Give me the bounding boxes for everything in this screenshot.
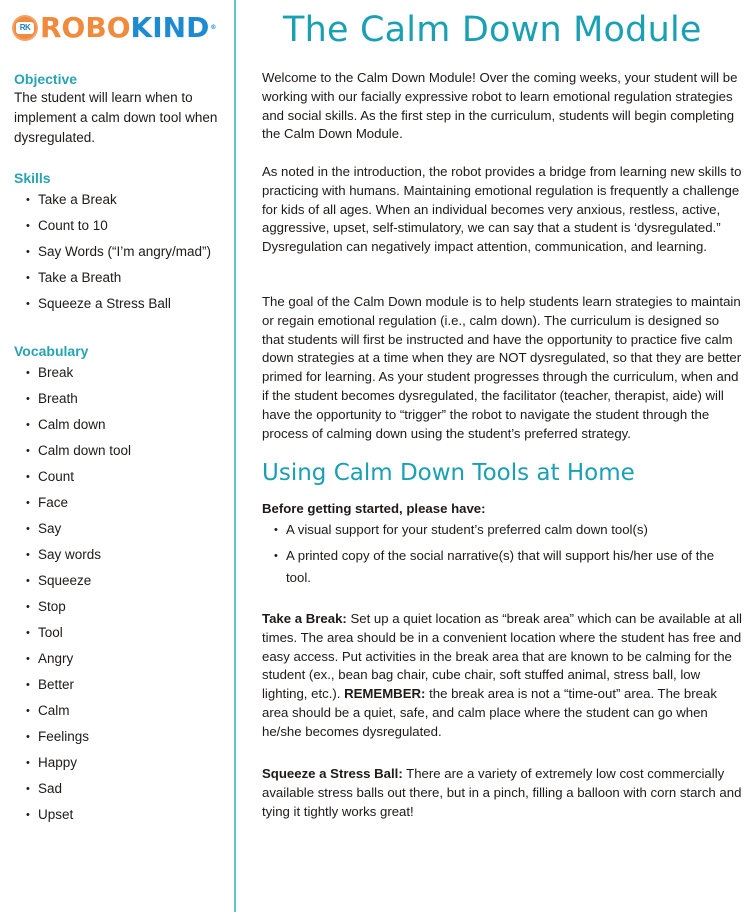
list-item: • Say words (24, 542, 229, 568)
rk-badge-icon: RK (14, 17, 36, 39)
bullet-icon: • (26, 298, 30, 310)
objective-text: The student will learn when to implement a calm down tool when dysregulated. (14, 90, 218, 145)
page-title: The Calm Down Module (283, 10, 702, 50)
list-item: • Count to 10 (24, 213, 229, 239)
bullet-icon: • (26, 220, 30, 232)
bullet-icon: • (26, 705, 30, 717)
bullet-icon: • (26, 757, 30, 769)
list-item: • Angry (24, 646, 229, 672)
bullet-icon: • (26, 194, 30, 206)
bullet-icon: • (26, 653, 30, 665)
skills-section (14, 169, 229, 317)
skills-list (14, 187, 229, 317)
bullet-icon: • (26, 783, 30, 795)
list-item: • Say (24, 516, 229, 542)
list-item: • Upset (24, 802, 229, 828)
list-item: • Squeeze (24, 568, 229, 594)
list-item: • Tool (24, 620, 229, 646)
bullet-icon: • (26, 601, 30, 613)
bullet-icon: • (26, 809, 30, 821)
bullet-icon: • (26, 367, 30, 379)
list-item: • Feelings (24, 724, 229, 750)
list-item: • Stop (24, 594, 229, 620)
list-item: • Better (24, 672, 229, 698)
stress-ball-label: Squeeze a Stress Ball: (262, 766, 403, 781)
list-item: • Calm (24, 698, 229, 724)
list-item: • A printed copy of the social narrative(s) that will support his/her use of the tool. (272, 545, 742, 589)
list-item: • Calm down tool (24, 438, 229, 464)
bullet-icon: • (26, 679, 30, 691)
bullet-icon: • (26, 549, 30, 561)
bullet-icon: • (274, 524, 278, 536)
logo-wordmark: ROBOKIND® (40, 11, 217, 44)
vocabulary-heading: Vocabulary (14, 343, 89, 359)
list-item: • A visual support for your student’s preferred calm down tool(s) (272, 519, 742, 541)
bullet-icon: • (26, 272, 30, 284)
list-item: • Count (24, 464, 229, 490)
goal-paragraph: The goal of the Calm Down module is to help students learn strategies to maintain or regain emotional regulation (i.e., calm down). The curriculum is designed so that students will first be instructed and have the opportunity to practice five calm down strategies at a time when they are NOT dysregulated, so that they are better primed for learning. As your student progresses through the curriculum, when and if the student becomes dysregulated, the facilitator (teacher, therapist, aide) will have the opportunity to “trigger” the robot to navigate the student through the process of calming down using the student’s preferred strategy. (262, 294, 742, 441)
bullet-icon: • (26, 523, 30, 535)
bullet-icon: • (26, 497, 30, 509)
list-item: • Sad (24, 776, 229, 802)
bullet-icon: • (26, 575, 30, 587)
robokind-logo (14, 11, 216, 45)
objective-section (14, 70, 229, 148)
bullet-icon: • (26, 471, 30, 483)
take-a-break-paragraph: Take a Break: Set up a quiet location as “break area” which can be available at all times. The area should be in a convenient location where the student has free and easy access. Put activities in the break area that are known to be calming for the student (ex., bean bag chair, cube chair, soft stuffed animal, stress ball, low lighting, etc.). REMEMBER: the break area is not a “time-out” area. The break area should be a quiet, safe, and calm place where the student can go when he/she becomes dysregulated. (262, 611, 742, 739)
list-item: • Break (24, 360, 229, 386)
remember-label: REMEMBER: (344, 686, 426, 702)
take-a-break-label: Take a Break: (262, 611, 347, 626)
list-item: • Face (24, 490, 229, 516)
list-item: • Take a Break (24, 187, 229, 213)
intro-paragraph: Welcome to the Calm Down Module! Over the coming weeks, your student will be working with our facially expressive robot to learn emotional regulation strategies and social skills. As the first step in the curriculum, students will begin completing the Calm Down Module. (262, 70, 738, 142)
vocabulary-list (14, 360, 229, 828)
section-title-home: Using Calm Down Tools at Home (262, 460, 635, 486)
bullet-icon: • (26, 393, 30, 405)
list-item: • Calm down (24, 412, 229, 438)
vocabulary-section (14, 342, 229, 828)
before-list (272, 519, 742, 593)
list-item: • Squeeze a Stress Ball (24, 291, 229, 317)
bullet-icon: • (274, 550, 278, 562)
bullet-icon: • (26, 731, 30, 743)
bullet-icon: • (26, 419, 30, 431)
bullet-icon: • (26, 246, 30, 258)
before-heading: Before getting started, please have: (262, 501, 486, 516)
sidebar (0, 0, 236, 912)
list-item: • Happy (24, 750, 229, 776)
introduction-paragraph: As noted in the introduction, the robot provides a bridge from learning new skills to practicing with humans. Maintaining emotional regulation is frequently a challenge for kids of all ages. When an individual becomes very anxious, restless, active, aggressive, upset, self-stimulatory, we can say that a student is ‘dysregulated.” Dysregulation can negatively impact attention, communication, and learning. (262, 164, 742, 255)
bullet-icon: • (26, 445, 30, 457)
list-item: • Say Words (“I’m angry/mad”) (24, 239, 229, 265)
list-item: • Breath (24, 386, 229, 412)
bullet-icon: • (26, 627, 30, 639)
objective-heading: Objective (14, 71, 78, 87)
list-item: • Take a Breath (24, 265, 229, 291)
stress-ball-paragraph: Squeeze a Stress Ball: There are a variety of extremely low cost commercially available stress balls out there, but in a pinch, filling a balloon with corn starch and tying it tightly works great! (262, 766, 742, 819)
skills-heading: Skills (14, 170, 51, 186)
